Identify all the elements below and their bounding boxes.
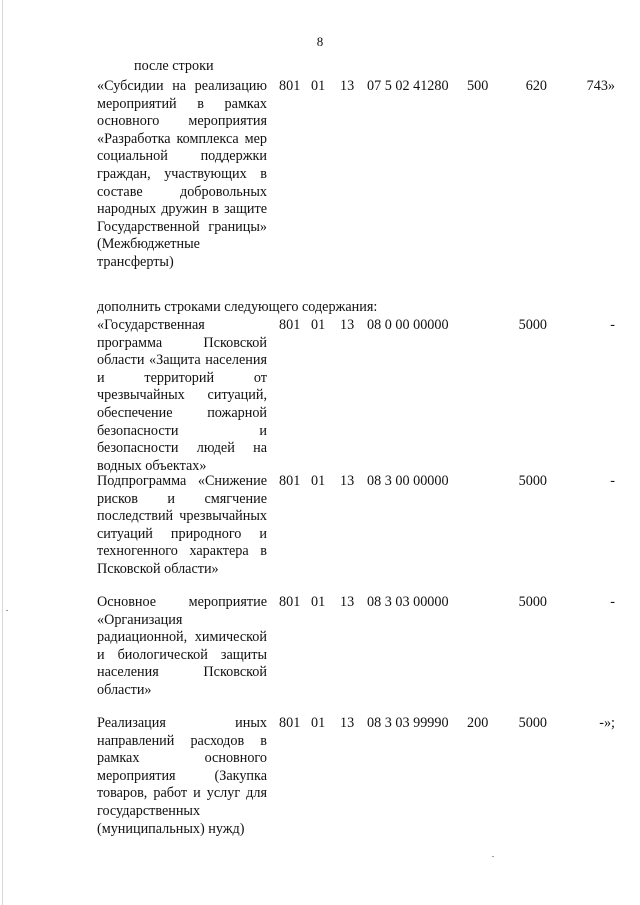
row-sum2: 743»	[586, 78, 615, 94]
row-pr: 13	[340, 317, 355, 333]
row-rz: 01	[311, 594, 326, 610]
page-number: 8	[316, 34, 324, 49]
row-sum2: -	[610, 317, 615, 333]
table-row	[97, 715, 637, 837]
row-sum1: 620	[525, 78, 547, 94]
row-name: «Государственная программа Псковской области «Защита населения и территорий от чрезвычайных ситуаций, обеспечение пожарной безопасности и безопасности людей на водных объектах»	[97, 317, 267, 474]
table-row	[97, 473, 637, 577]
row-rz: 01	[311, 715, 326, 731]
row-sum2: -	[610, 594, 615, 610]
table-row	[97, 594, 637, 698]
row-csr: 08 3 03 99990	[367, 715, 449, 731]
row-pr: 13	[340, 473, 355, 489]
row-pr: 13	[340, 78, 355, 94]
table-row	[97, 78, 637, 270]
table-row	[97, 317, 637, 474]
row-sum2: -»;	[599, 715, 615, 731]
row-rz: 01	[311, 78, 326, 94]
row-ved: 801	[279, 78, 301, 94]
row-csr: 08 0 00 00000	[367, 317, 449, 333]
row-name: «Субсидии на реализацию мероприятий в рамках основного мероприятия «Разработка комплекса мер социальной поддержки граждан, участвующих в составе добровольных народных дружин в защите Государственной границы» (Межбюджетные трансферты)	[97, 78, 267, 270]
row-vr: 200	[467, 715, 489, 731]
row-ved: 801	[279, 715, 301, 731]
row-sum1: 5000	[518, 715, 547, 731]
row-name: Подпрограмма «Снижение рисков и смягчение последствий чрезвычайных ситуаций природного и техногенного характера в Псковской области»	[97, 473, 267, 577]
row-pr: 13	[340, 715, 355, 731]
row-ved: 801	[279, 473, 301, 489]
row-rz: 01	[311, 473, 326, 489]
scan-speck	[6, 610, 8, 611]
scan-speck	[492, 856, 494, 857]
row-csr: 08 3 00 00000	[367, 473, 449, 489]
add-rows-text: дополнить строками следующего содержания:	[97, 299, 378, 315]
after-line-intro: после строки	[134, 58, 214, 74]
row-name: Основное мероприятие «Организация радиационной, химической и биологической защиты населения Псковской области»	[97, 594, 267, 698]
row-csr: 07 5 02 41280	[367, 78, 449, 94]
row-sum2: -	[610, 473, 615, 489]
row-sum1: 5000	[518, 594, 547, 610]
row-sum1: 5000	[518, 473, 547, 489]
row-ved: 801	[279, 317, 301, 333]
row-sum1: 5000	[518, 317, 547, 333]
row-pr: 13	[340, 594, 355, 610]
row-ved: 801	[279, 594, 301, 610]
row-csr: 08 3 03 00000	[367, 594, 449, 610]
row-name: Реализация иных направлений расходов в рамках основного мероприятия (Закупка товаров, работ и услуг для государственных (муниципальных) нужд)	[97, 715, 267, 837]
scan-edge-line	[2, 0, 3, 905]
row-vr: 500	[467, 78, 489, 94]
row-rz: 01	[311, 317, 326, 333]
